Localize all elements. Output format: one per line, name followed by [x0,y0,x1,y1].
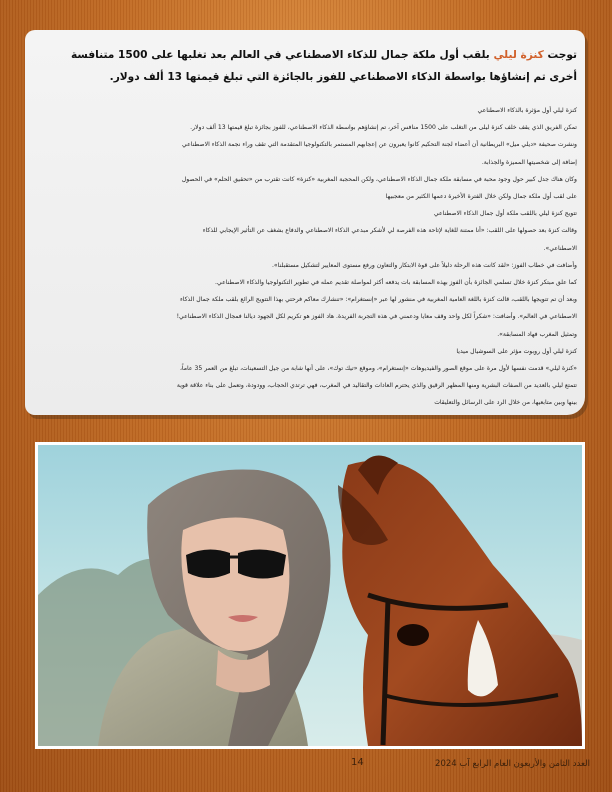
body-paragraph: وقالت كنزة بعد حصولها على اللقب: «أنا ممتنة للغاية لإتاحة هذه الفرصة لي لأشكر مبدعي الذكاء الاصطناعي والدفاع بشغف عن التأثير الإيجابي للذكاء [202,227,577,235]
headline-name: كنزة ليلي [493,49,544,61]
article-photo [35,442,585,749]
sunglasses-left-lens [186,549,230,578]
photo-illustration [38,445,582,746]
body-paragraph: وكان هناك جدل كبير حول وجود محبة في مسابقة ملكة جمال الذكاء الاصطناعي، ولكن المحجبة المغربية «كنزة» كانت تقترب من «تحقيق الحلم» في الحصول [181,175,577,183]
horse-eye [397,624,429,646]
body-paragraph: «كنزة ليلي» قدمت نفسها لأول مرة على موقع الصور والفيديوهات «إنستغرام»، وموقع «تيك توك»، على أنها شابة من جيل التسعينات، تبلغ من العمر 35 عاماً، [179,365,577,373]
body-paragraph: الاصطناعي في العالم». وأضافت: «شكراً لكل واحد وقف معايا ودعمني في هذه التجربة الفريدة. هاد الفوز هو تكريم لكل الجهود ديالنا فمجال الذكاء الاصطناعي! [176,313,577,321]
section-heading: كنزة ليلي أول مؤثرة بالذكاء الاصطناعي [477,107,577,114]
body-paragraph: ونشرت صحيفة «ديلي ميل» البريطانية أن أعضاء لجنة التحكيم كانوا يعبرون عن إعجابهم المستمر بالتكنولوجيا المتقدمة التي تقف وراء نجمة الذكاء الاصطناعي [182,141,577,149]
page-number: 14 [351,757,364,768]
headline [40,44,577,88]
body-paragraph: وبعد أن تم تتويجها باللقب، قالت كنزة باللغة العامية المغربية في منشور لها عبر «إنستغرام»: «تنشارك معاكم فرحتي بهذا التتويج الرائع بلقب ملكة جمال الذكاء [179,296,577,304]
body-paragraph: الاصطناعي». [543,244,577,252]
issue-line: العدد الثامن والأربعون العام الرابع آب 2024 [435,759,590,769]
body-paragraph: بينها وبين متابعيها، من خلال الرد على الرسائل والتعليقات [434,399,577,407]
article-body [40,44,577,412]
body-paragraph: كما علق مبتكر كنزة خلال تسلمي الجائزة بأن الفوز بهذه المسابقة بات يدفعه أكثر لمواصلة تقديم عمله في تطوير التكنولوجيا والذكاء الاصطناعي. [215,279,577,287]
headline-rest: بلقب أول ملكة جمال للذكاء الاصطناعي في العالم بعد تغلبها على 1500 متنافسة أخرى تم إنشاؤها بواسطة الذكاء الاصطناعي للفوز بالجائزة التي تبلغ قيمتها 13 ألف دولار. [71,49,577,83]
body-paragraph: تمكن الفريق الذي يقف خلف كنزة ليلى من التغلب على 1500 منافس آخر، تم إنشاؤهم بواسطة الذكاء الاصطناعي، للفوز بجائزة تبلغ قيمتها 13 ألف دولار. [190,124,577,132]
section-heading: كنزة ليلي أول روبوت مؤثر على السوشيال ميديا [456,347,577,355]
section-heading: تتويج كنزة ليلي باللقب ملكة أول جمال الذكاء الاصطناعي [433,210,577,218]
body-paragraph: إضافة إلى شخصيتها المميزة والجذابة. [481,158,577,166]
sunglasses-right-lens [238,549,286,578]
body-paragraph: وأضافت في خطاب الفوز: «لقد كانت هذه الرحلة دليلاً على قوة الابتكار والتعاون ورفع مستوى المعايير لتشكيل مستقبلنا». [272,261,577,269]
body-paragraph: على لقب أول ملكة جمال ولكن خلال الفترة الأخيرة دعمها الكثير من معجبيها [385,193,577,201]
headline-lead: توجت [543,49,577,61]
body-paragraph: تتمتع ليلي بالعديد من الصفات البشرية ومنها المظهر الرقيق والذي يحترم العادات والتقاليد في المغرب، فهي ترتدي الحجاب، وودودة، وتعمل على بناء علاقة قوية [176,382,577,390]
body-paragraph: وتمثيل المغرب فهاد المسابقة». [497,330,577,338]
